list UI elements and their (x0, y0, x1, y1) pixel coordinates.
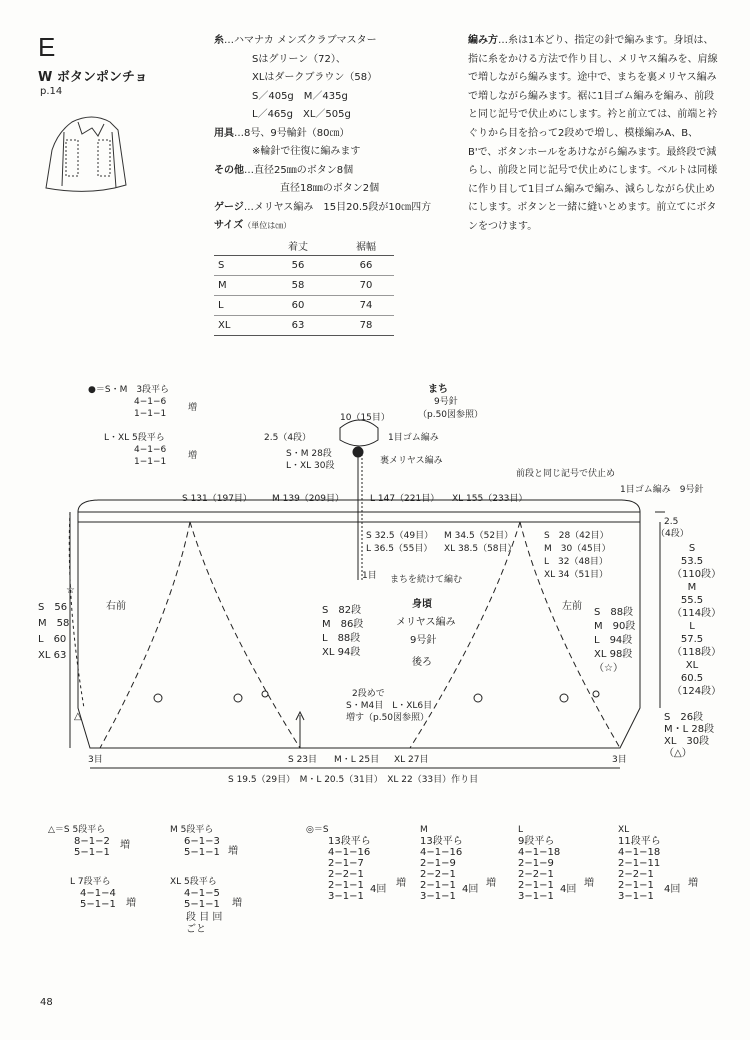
bottom-xl: XL 27目 (394, 755, 429, 765)
tools-text: …8号、9号輪針（80㎝） (234, 127, 350, 139)
circle-l-list (518, 836, 560, 902)
size-label: サイズ (214, 220, 244, 231)
inc-mark: 増 (228, 846, 238, 857)
gauge-text: …メリヤス編み 15目20.5段が10㎝四方 (243, 201, 432, 213)
inc-note-3: 増す（p.50図参照） (346, 713, 430, 723)
list-item: 4−1−16 (420, 847, 463, 858)
circle-s-list (328, 836, 371, 902)
list-item: 2−1−9 (518, 858, 554, 869)
list-item: 3−1−1 (518, 891, 554, 902)
height-right-item: S (688, 543, 696, 554)
rib-right: 2.5 (664, 517, 679, 527)
yarn-xl: XLはダークブラウン（58） (252, 72, 378, 83)
list-item: 13段平ら (328, 836, 371, 847)
hem-rib: 1目ゴム編み 9号針 (620, 485, 704, 495)
height-right-item: 55.5 (680, 595, 704, 606)
weights-2: L／465g XL／505g (252, 109, 351, 120)
pattern-title: W ボタンポンチョ (38, 70, 148, 85)
tri-s-list (74, 836, 110, 858)
legend-sm-title: ●＝S・M 3段平ら (88, 385, 170, 395)
height-left-l: L 60 (38, 634, 67, 645)
list-item: 2−2−1 (420, 869, 456, 880)
hem-rows-xl: XL 30段 (664, 736, 710, 747)
list-item: 5−1−1 (184, 899, 220, 910)
triangle-mark: △ (74, 711, 82, 722)
rows-center (322, 604, 363, 660)
height-right-item: （124段） (672, 686, 722, 697)
rows-right-s: S 88段 (594, 607, 634, 618)
list-item: 2−1−7 (328, 858, 364, 869)
table-cell: XL (214, 316, 258, 336)
circle-l-title: L (518, 825, 524, 835)
center-3: M 34.5（52目） (444, 531, 514, 541)
list-item: 3−1−1 (328, 891, 364, 902)
height-right-item: L (689, 621, 695, 632)
table-cell: 56 (258, 256, 338, 276)
table-cell: S (214, 256, 258, 276)
tri-title: △＝S 5段平ら (48, 825, 106, 835)
tools-label: 用具 (214, 127, 234, 139)
size-unit: （単位は㎝） (243, 221, 292, 230)
three-st-left: 3目 (88, 755, 103, 765)
side-4: XL 34（51目） (544, 570, 608, 580)
rows-l: L 88段 (322, 633, 361, 644)
hem-rows-ml: M・L 28段 (664, 724, 715, 735)
list-item: 4−1−18 (618, 847, 661, 858)
key-times: 回 (212, 912, 223, 923)
table-cell: L (214, 296, 258, 316)
inc-mark: 増 (396, 878, 406, 889)
inc-mark: 増 (120, 840, 130, 851)
rib-right-rows: （4段） (656, 529, 689, 539)
width-header: 裾幅 (338, 236, 394, 256)
rows-right-l: L 94段 (594, 635, 633, 646)
inc-mark: 増 (232, 898, 242, 909)
tri-m-title: M 5段平ら (170, 825, 214, 835)
hem-rows-s: S 26段 (664, 712, 704, 723)
times-mark: 4回 (370, 884, 387, 895)
method-text: …糸は1本どり、指定の針で編みます。身頃は、指に糸をかける方法で作り目し、メリヤス編みを、肩線で増しながら編みます。途中で、まちを裏メリヤス編みで増しながら編みます。裾に1目ゴム編みを編み、前段と同じ記号で伏止めにします。衿と前立ては、前端と衿ぐりから目を拾って2段めで増し、模様編みA、B、B'で、ボタンホールをあけながら編みます。最終段で減らし、前段と同じ記号で伏止めにします。ベルトは同様に作り目して1目ゴム編みで編み、減らしながら伏止めにします。ボタンと一緒に縫いとめます。前立てにボタンをつけます。 (468, 35, 718, 232)
star-mark: ☆ (66, 585, 75, 596)
rows-right-star: （☆） (594, 663, 623, 674)
height-right-item: 57.5 (680, 634, 704, 645)
height-right-item: （110段） (672, 569, 722, 580)
tri-l-list (80, 888, 116, 910)
list-item: 13段平ら (420, 836, 463, 847)
page-reference: p.14 (40, 86, 63, 97)
gusset-rows-lxl: L・XL 30段 (286, 461, 335, 471)
table-cell: 70 (338, 276, 394, 296)
gusset-width: 10（15目） (340, 413, 390, 423)
one-stitch: 1目 (362, 571, 377, 581)
inc-mark: 増 (486, 878, 496, 889)
list-item: 2−2−1 (618, 869, 654, 880)
rows-right (594, 606, 635, 676)
tri-xl-title: XL 5段平ら (170, 877, 217, 887)
list-item: 2−2−1 (518, 869, 554, 880)
legend-sm-2: 1−1−1 (134, 409, 167, 419)
three-st-right: 3目 (612, 755, 627, 765)
circle-m-title: M (420, 825, 428, 835)
list-item: 5−1−1 (184, 847, 220, 858)
list-item: 2−1−1 (518, 880, 554, 891)
table-cell: M (214, 276, 258, 296)
times-mark: 4回 (664, 884, 681, 895)
height-left-m: M 58 (38, 618, 70, 629)
gauge-label: ゲージ (214, 201, 244, 213)
list-item: 2−1−1 (618, 880, 654, 891)
circle-s-title: ◎＝S (306, 825, 329, 835)
table-cell: 74 (338, 296, 394, 316)
key-legend (186, 912, 222, 923)
yarn-label: 糸 (214, 35, 224, 46)
legend-lxl-inc: 増 (188, 451, 198, 461)
height-right-item: M (687, 582, 697, 593)
weights-1: S／405g M／435g (252, 90, 348, 102)
page-number: 48 (40, 997, 53, 1008)
hem-rows-right (664, 712, 714, 760)
table-cell: 58 (258, 276, 338, 296)
rows-right-xl: XL 98段 (594, 649, 633, 660)
circle-m-list (420, 836, 463, 902)
side-3: L 32（48目） (544, 557, 608, 567)
list-item: 2−1−9 (420, 858, 456, 869)
inc-note-1: 2段めで (352, 689, 385, 699)
gusset-needle: 9号針 (434, 397, 458, 407)
height-right-item: （114段） (672, 608, 722, 619)
bottom-s: S 23目 (288, 755, 318, 765)
tri-l-title: L 7段平ら (70, 877, 111, 887)
times-mark: 4回 (560, 884, 577, 895)
times-mark: 4回 (462, 884, 479, 895)
top-s: S 131（197目） (182, 494, 252, 504)
body-stitch: メリヤス編み (396, 617, 456, 628)
section-letter: E (38, 32, 56, 62)
list-item: 2−1−11 (618, 858, 661, 869)
legend-lxl-1: 4−1−6 (134, 445, 167, 455)
gusset-ref: （p.50図参照） (418, 410, 484, 420)
center-2: L 36.5（55目） (366, 544, 433, 554)
body-label: 身頃 (412, 599, 432, 610)
list-item: 11段平ら (618, 836, 661, 847)
table-cell: 60 (258, 296, 338, 316)
side-2: M 30（45目） (544, 544, 611, 554)
height-right-item: 60.5 (680, 673, 704, 684)
height-right (672, 542, 722, 698)
list-item: 2−2−1 (328, 869, 364, 880)
legend-lxl-2: 1−1−1 (134, 457, 167, 467)
list-item: 5−1−1 (74, 847, 110, 858)
rows-m: M 86段 (322, 619, 364, 630)
continue-gusset: まちを続けて編む (390, 575, 463, 585)
top-xl: XL 155（233目） (452, 494, 528, 504)
list-item: 4−1−18 (518, 847, 561, 858)
gusset-rib-rows: 2.5（4段） (264, 433, 312, 443)
gusset-rows: S・M 28段 (286, 449, 332, 459)
key-stitches: 目 (199, 912, 210, 923)
right-front-label: 右前 (106, 601, 126, 612)
left-front-label: 左前 (562, 601, 582, 612)
list-item: 2−1−1 (420, 880, 456, 891)
length-header: 着丈 (258, 236, 338, 256)
rows-s: S 82段 (322, 605, 362, 616)
yarn-s: Sはグリーン（72）、 (252, 53, 346, 65)
gusset-rib: 1目ゴム編み (388, 433, 439, 443)
inc-mark: 増 (126, 898, 136, 909)
bindoff-note: 前段と同じ記号で伏止め (516, 469, 616, 479)
center-1: S 32.5（49目） (366, 531, 434, 541)
tri-xl-list (184, 888, 220, 910)
inc-mark: 増 (584, 878, 594, 889)
height-right-item: 53.5 (680, 556, 704, 567)
gusset-rev: 裏メリヤス編み (380, 456, 443, 466)
hem-rows-tri: （△） (664, 748, 692, 759)
top-l: L 147（221目） (370, 494, 440, 504)
table-cell: 63 (258, 316, 338, 336)
gusset-title: まち (428, 384, 448, 395)
list-item: 4−1−5 (184, 888, 220, 899)
list-item: 2−1−1 (328, 880, 364, 891)
other-2: 直径18㎜のボタン2個 (280, 183, 380, 194)
inc-mark: 増 (688, 878, 698, 889)
height-left (38, 600, 69, 664)
list-item: 3−1−1 (618, 891, 654, 902)
table-cell: 66 (338, 256, 394, 276)
list-item: 3−1−1 (420, 891, 456, 902)
height-right-item: XL (685, 660, 699, 671)
height-left-s: S 56 (38, 602, 68, 613)
list-item: 8−1−2 (74, 836, 110, 847)
circle-xl-list (618, 836, 661, 902)
cast-on: S 19.5（29目） M・L 20.5（31目） XL 22（33目）作り目 (228, 775, 479, 785)
legend-lxl-title: L・XL 5段平ら (104, 433, 165, 443)
yarn-text: …ハマナカ メンズクラブマスター (224, 35, 377, 46)
other-1: …直径25㎜のボタン8個 (244, 164, 354, 176)
inc-note-2: S・M4目 L・XL6目 (346, 701, 433, 711)
body-needle: 9号針 (410, 635, 437, 646)
list-item: 6−1−3 (184, 836, 220, 847)
side-1: S 28（42目） (544, 531, 609, 541)
circle-xl-title: XL (618, 825, 630, 835)
rows-right-m: M 90段 (594, 621, 636, 632)
key-rows: 段 (186, 912, 196, 923)
list-item: 5−1−1 (80, 899, 116, 910)
list-item: 4−1−4 (80, 888, 116, 899)
top-m: M 139（209目） (272, 494, 344, 504)
tools-note: ※輪針で往復に編みます (252, 146, 361, 157)
rows-xl: XL 94段 (322, 647, 361, 658)
list-item: 4−1−16 (328, 847, 371, 858)
other-label: その他 (214, 164, 244, 176)
back-label: 後ろ (412, 657, 432, 668)
bottom-ml: M・L 25目 (334, 755, 380, 765)
height-right-item: （118段） (672, 647, 722, 658)
legend-sm-inc: 増 (188, 403, 198, 413)
legend-sm-1: 4−1−6 (134, 397, 167, 407)
center-4: XL 38.5（58目） (444, 544, 517, 554)
tri-m-list (184, 836, 220, 858)
height-left-xl: XL 63 (38, 650, 67, 661)
table-cell: 78 (338, 316, 394, 336)
method-label: 編み方 (468, 35, 498, 46)
key-each: ごと (186, 924, 206, 935)
list-item: 9段平ら (518, 836, 555, 847)
